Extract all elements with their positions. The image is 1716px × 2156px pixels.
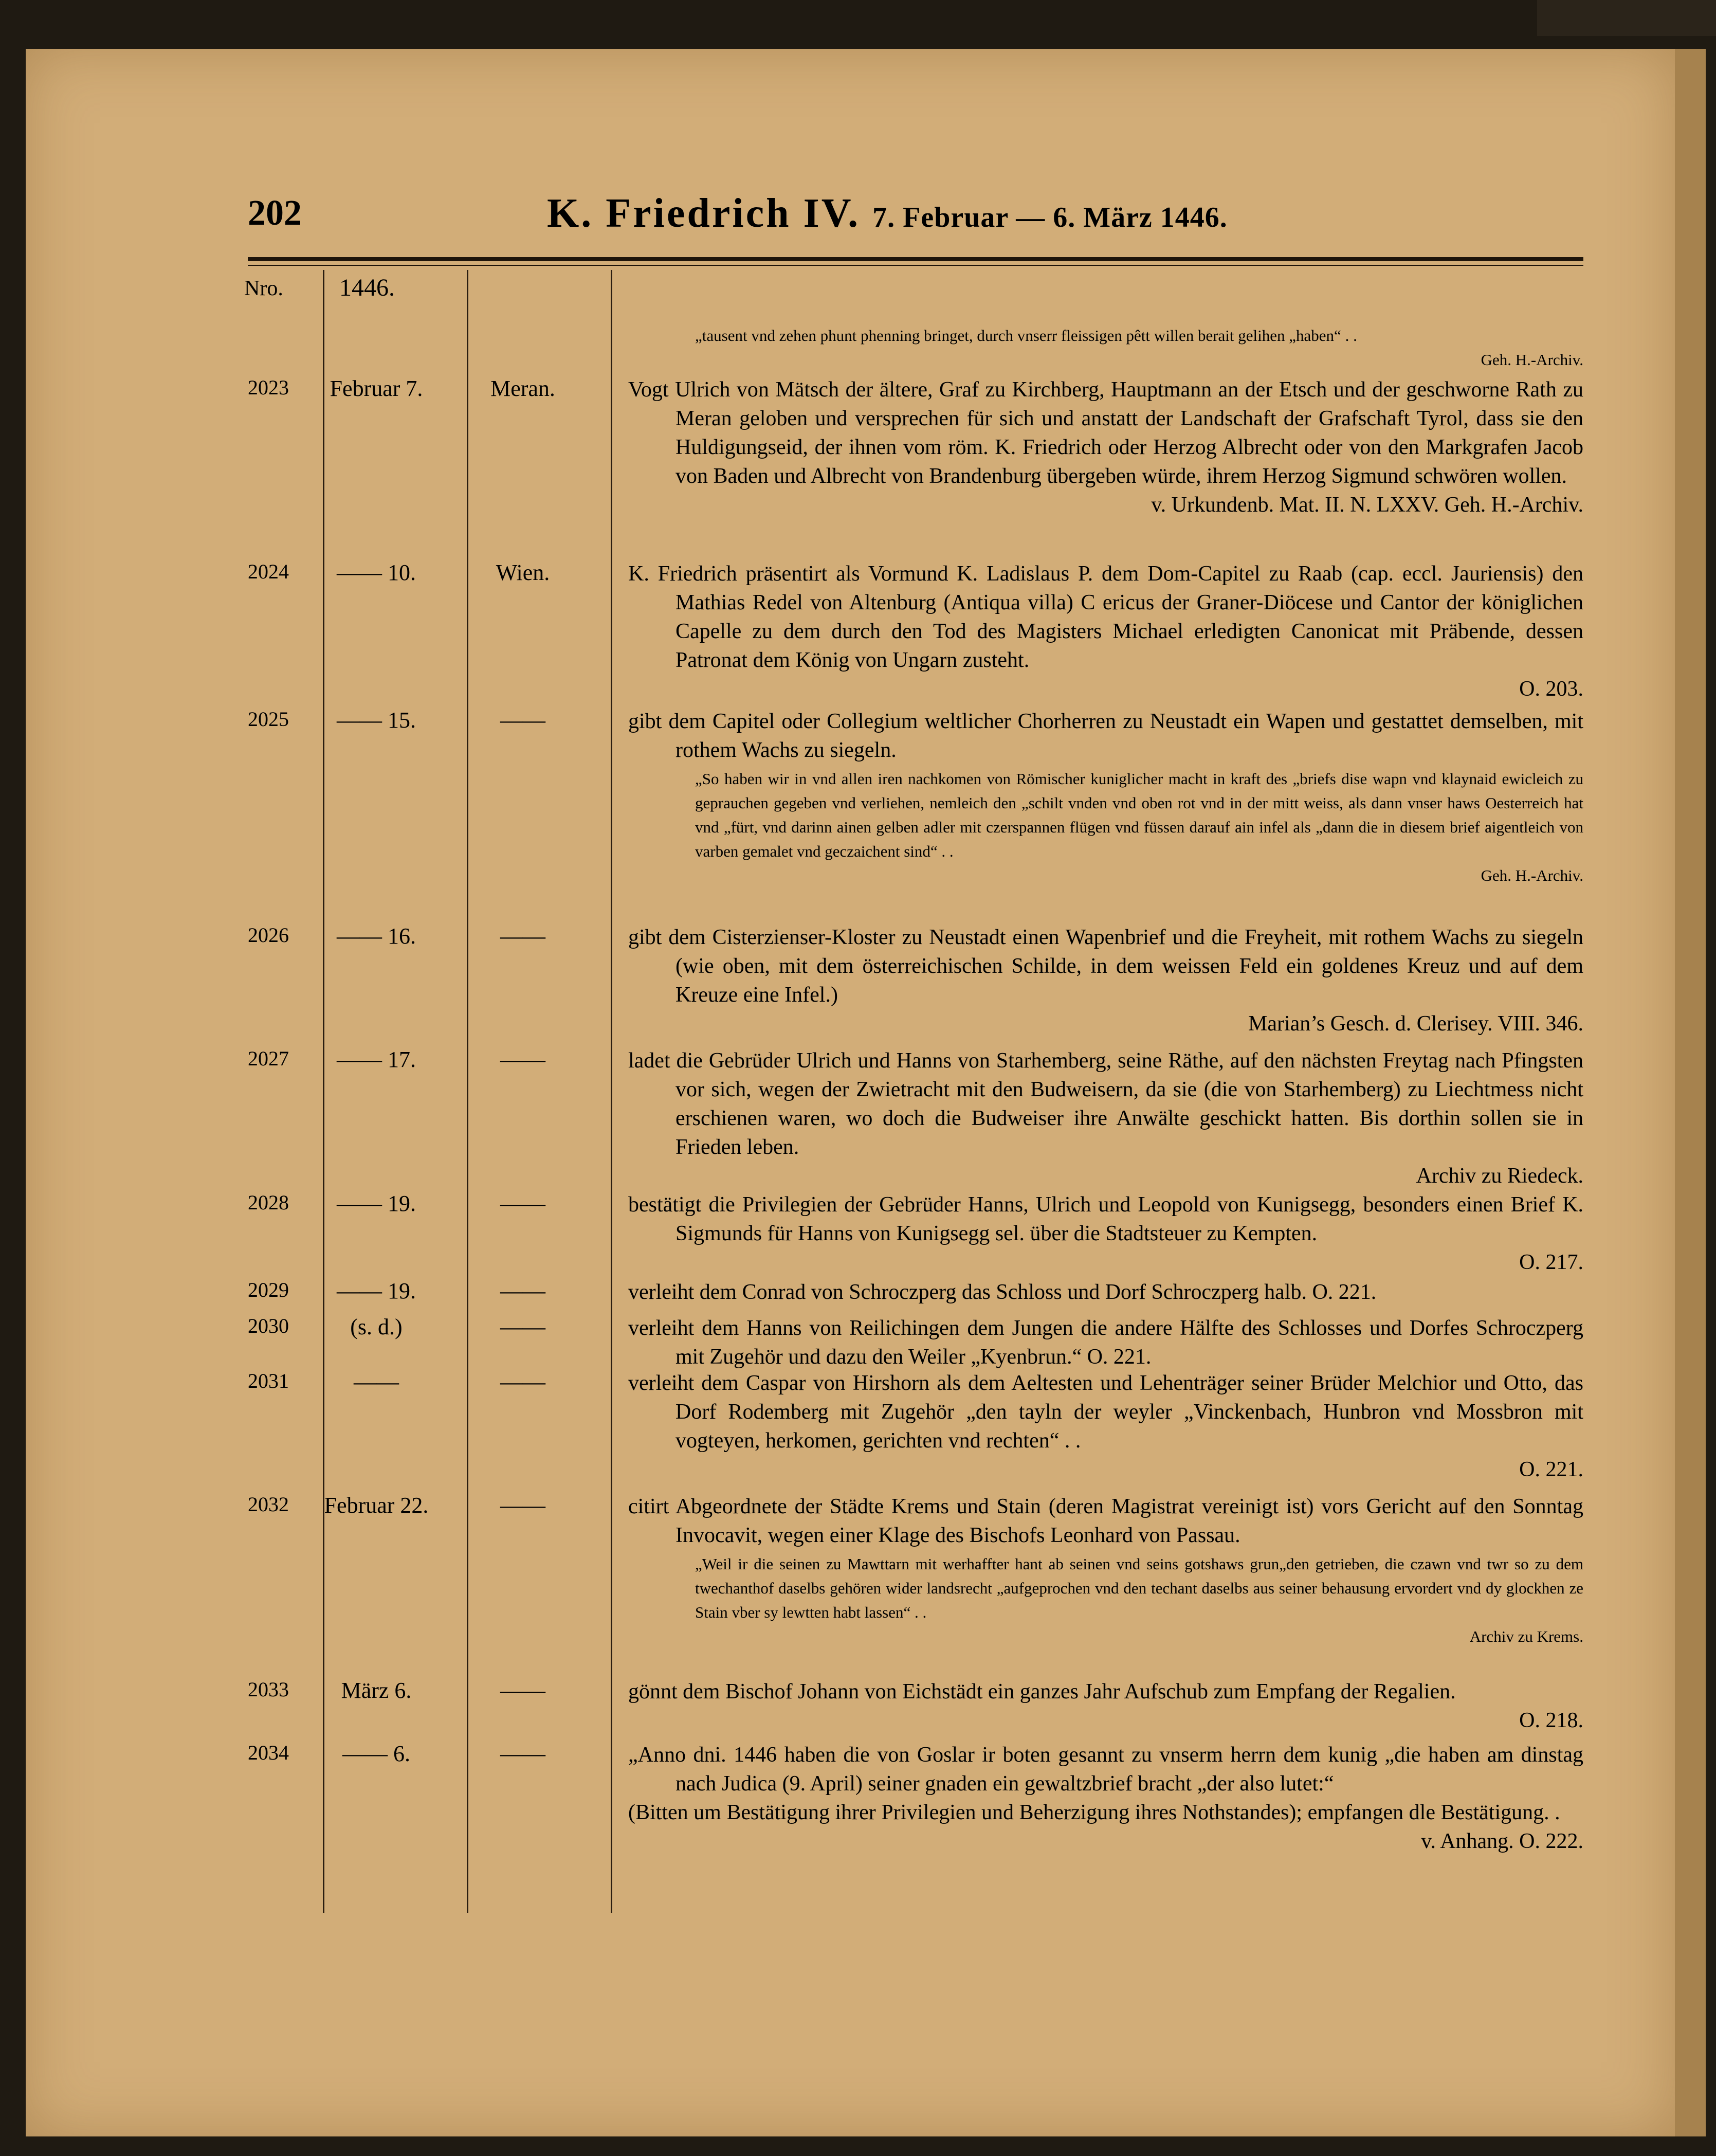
entry-date: —— 10. [337,560,416,585]
entry-number: 2024 [248,560,289,583]
entry-source: Archiv zu Krems. [1469,1627,1583,1645]
entry-date: (s. d.) [350,1314,403,1339]
entry-date: —— 19. [337,1191,416,1216]
title-main: K. Friedrich IV. [547,191,861,236]
entry-date: —— 17. [337,1047,416,1072]
entry-text: gibt dem Cisterzienser-Kloster zu Neustadt einen Wapenbrief und die Freyheit, mit rothem Wachs zu siegeln (wie oben, mit dem österreichischen Schilde, in dem weissen Feld ein goldenes Kreuz und auf dem Kreuze eine Infel.) [628,926,1583,1007]
entry-source: v. Urkundenb. Mat. II. N. LXXV. Geh. H.-Archiv. [1151,493,1583,517]
entry-place: —— [500,1678,545,1703]
entry-number: 2028 [248,1191,289,1214]
header-rule [248,257,1583,261]
entry-number: 2033 [248,1678,289,1701]
entry-text: gönnt dem Bischof Johann von Eichstädt ein ganzes Jahr Aufschub zum Empfang der Regalien. [628,1680,1456,1704]
entry-place: Meran. [490,376,555,401]
entry-source: O. 221. [1519,1458,1583,1481]
entry-text: citirt Abgeordnete der Städte Krems und Stain (deren Magistrat vereinigt ist) vors Gericht auf den Sonntag Invocavit, wegen einer Klage des Bischofs Leonhard von Passau. [628,1495,1583,1547]
title-dates: 7. Februar — 6. März 1446. [872,202,1228,233]
entry-number: 2029 [248,1278,289,1301]
entry-date: —— 15. [337,708,416,733]
entry-text: verleiht dem Conrad von Schroczperg das Schloss und Dorf Schroczperg halb. O. 221. [628,1280,1377,1304]
entry-number: 2027 [248,1047,289,1070]
entry-text: verleiht dem Hanns von Reilichingen dem Jungen die andere Hälfte des Schlosses und Dorfes Schroczperg mit Zugehör und dazu den Weiler „Kyenbrun.“ O. 221. [628,1316,1583,1369]
entry-place: —— [500,1741,545,1766]
entry-date: Februar 22. [324,1493,429,1518]
column-divider [467,270,468,1913]
entry-place: —— [500,1191,545,1216]
entry-text: ladet die Gebrüder Ulrich und Hanns von Starhemberg, seine Räthe, auf den nächsten Freytag nach Pfingsten vor sich, wegen der Zwietracht mit den Budweisern, da sie (die von Starhemberg) zu Liechtmess nicht erschienen waren, wo doch die Budweiser ihre Anwälte geschickt hatten. Bis dorthin sollen sie in Frieden leben. [628,1049,1583,1159]
running-title [547,190,1228,237]
entry-number: 2030 [248,1314,289,1337]
entry-source: Marian’s Gesch. d. Clerisey. VIII. 346. [1248,1012,1583,1036]
entry-source: Geh. H.-Archiv. [1481,866,1583,884]
entry-quote: „Weil ir die seinen zu Mawttarn mit werhaffter hant ab seinen vnd seins gotshaws grun„den getrieben, die czawn vnd twr so zu dem twechanthof daselbs gehören wider landsrecht „aufgeprochen vnd den techant daselbs aus seiner behausung ervordert vnd dy glockhen ze Stain vber sy lewtten habt lassen“ . . [695,1555,1583,1621]
entry-source: O. 218. [1519,1709,1583,1732]
entry-place: Wien. [496,560,550,585]
entry-date: —— 16. [337,923,416,949]
entry-date: März 6. [341,1678,412,1703]
entry-source: O. 221. [1087,1345,1152,1369]
entry-place: —— [500,1493,545,1518]
entry-text: „Anno dni. 1446 haben die von Goslar ir boten gesannt zu vnserm herrn dem kunig „die haben am dinstag nach Judica (9. April) seiner gnaden ein gewaltzbrief bracht „der also lutet:“ [628,1743,1583,1796]
entry-date: Februar 7. [330,376,423,401]
column-head-year: 1446. [339,274,395,301]
entry-number: 2034 [248,1741,289,1764]
entry-number: 2026 [248,923,289,947]
entry-place: —— [500,1369,545,1394]
column-divider [611,270,612,1913]
entry-place: —— [500,1278,545,1303]
entry-date: —— 19. [337,1278,416,1303]
entry-quote: „So haben wir in vnd allen iren nachkomen von Römischer kuniglicher macht in kraft des „briefs dise wapn vnd klaynaid ewicleich zu geprauchen gegeben vnd verliehen, nemleich den „schilt vnden vnd oben rot vnd in der mitt weiss, als dann vnser haws Oesterreich hat vnd „fürt, vnd darinn ainen gelben adler mit czerspannen flügen vnd füssen darauf ain infel als „dann die in diesem brief aigentleich von varben gemalet vnd geczaichent sind“ . . [695,770,1583,860]
entry-date: —— 6. [342,1741,410,1766]
entry-source: O. 221. [1312,1280,1377,1304]
entry-source: O. 203. [1519,677,1583,701]
carryover-quote: „tausent vnd zehen phunt phenning bringet, durch vnserr fleissigen pêtt willen berait gelihen „haben“ . . [695,327,1357,345]
entry-place: —— [500,1047,545,1072]
header-rule-thin [248,265,1583,266]
entry-number: 2023 [248,376,289,399]
entry-source: v. Anhang. O. 222. [1421,1829,1583,1853]
entry-source: O. 217. [1519,1251,1583,1274]
page-number: 202 [248,193,302,233]
entry-number: 2031 [248,1369,289,1392]
entry-text: verleiht dem Caspar von Hirshorn als dem Aeltesten und Lehenträger seiner Brüder Melchior und Otto, das Dorf Rodemberg mit Zugehör „den tayln der weyler „Vinckenbach, Hunbron vnd Mossbron mit vogteyen, herkomen, gerichten vnd rechten“ . . [628,1371,1583,1453]
entry-date: —— [354,1369,399,1394]
entry-number: 2025 [248,708,289,731]
scan-edge [1537,0,1716,36]
entry-text: bestätigt die Privilegien der Gebrüder Hanns, Ulrich und Leopold von Kunigsegg, besonders einen Brief K. Sigmunds für Hanns von Kunigsegg sel. über die Stadtsteuer zu Kempten. [628,1193,1583,1245]
entry-place: —— [500,923,545,949]
entry-text: Vogt Ulrich von Mätsch der ältere, Graf zu Kirchberg, Hauptmann an der Etsch und der geschworne Rath zu Meran geloben und versprechen für sich und anstatt der Landschaft der Grafschaft Tyrol, dass sie den Huldigungseid, der ihnen vom röm. K. Friedrich oder Herzog Albrecht oder von den Markgrafen Jacob von Baden und Albrecht von Brandenburg übergeben würde, ihrem Herzog Sigmund schwören wollen. [628,378,1583,488]
entry-place: —— [500,708,545,733]
column-divider [323,270,324,1913]
entry-text: gibt dem Capitel oder Collegium weltlicher Chorherren zu Neustadt ein Wapen und gestattet demselben, mit rothem Wachs zu siegeln. [628,710,1583,762]
entry-text: K. Friedrich präsentirt als Vormund K. Ladislaus P. dem Dom-Capitel zu Raab (cap. eccl. Jauriensis) den Mathias Redel von Altenburg (Antiqua villa) C ericus der Graner-Diöcese und Cantor der königlichen Capelle zu dem durch den Tod des Magisters Michael erledigten Canonicat mit Präbende, dessen Patronat dem König von Ungarn zusteht. [628,562,1583,672]
entry-source: Archiv zu Riedeck. [1416,1164,1583,1188]
entry-place: —— [500,1314,545,1339]
entry-note: (Bitten um Bestätigung ihrer Privilegien und Beherzigung ihres Nothstandes); empfangen dle Bestätigung. . [628,1801,1560,1824]
carryover-source: Geh. H.-Archiv. [1481,351,1583,369]
column-head-nro: Nro. [244,277,283,300]
entry-number: 2032 [248,1493,289,1516]
book-gutter [1670,49,1706,2136]
page-header [248,136,1584,244]
